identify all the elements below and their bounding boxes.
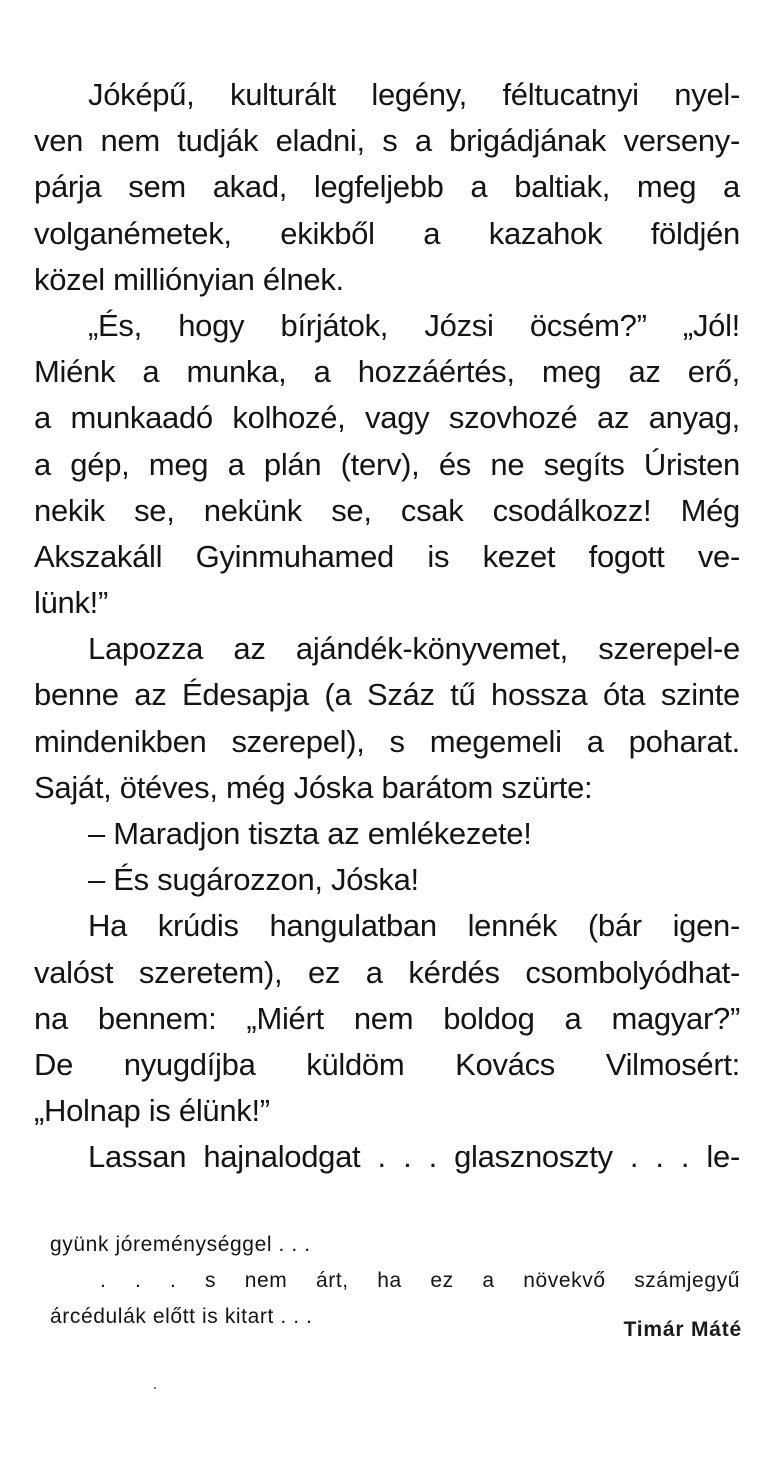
text-line: nekik se, nekünk se, csak csodálkozz! Még <box>34 492 740 528</box>
small-text-line: árcédulák előtt is kitart . . . <box>50 1305 313 1328</box>
text-line: benne az Édesapja (a Száz tű hossza óta szinte <box>34 677 740 713</box>
text-line: lünk!” <box>34 585 109 621</box>
text-line: ven nem tudják eladni, s a brigádjának verseny- <box>34 123 740 159</box>
text-line: Miénk a munka, a hozzáértés, meg az erő, <box>34 354 740 390</box>
small-text-line: . . . s nem árt, ha ez a növekvő számjegyű <box>100 1269 740 1292</box>
text-line: Lassan hajnalodgat . . . glasznoszty . . . le- <box>88 1139 740 1175</box>
author-signature: Timár Máté <box>623 1318 742 1341</box>
text-line: valóst szeretem), ez a kérdés csombolyódhat- <box>34 954 740 990</box>
small-text-line: gyünk jóreménységgel . . . <box>50 1233 311 1256</box>
text-line: Akszakáll Gyinmuhamed is kezet fogott ve- <box>34 538 740 574</box>
text-line: na bennem: „Miért nem boldog a magyar?” <box>34 1000 740 1036</box>
text-line: volganémetek, ekikből a kazahok földjén <box>34 215 740 251</box>
text-line: a munkaadó kolhozé, vagy szovhozé az anyag, <box>34 400 740 436</box>
text-line: Saját, ötéves, még Jóska barátom szürte: <box>34 769 593 805</box>
text-line: – És sugározzon, Jóska! <box>88 862 419 898</box>
article-body <box>34 72 740 1181</box>
text-line: a gép, meg a plán (terv), és ne segíts Úristen <box>34 446 740 482</box>
text-line: – Maradjon tiszta az emlékezete! <box>88 816 532 851</box>
text-line: „És, hogy bírjátok, Józsi öcsém?” „Jól! <box>88 307 740 343</box>
text-line: „Holnap is élünk!” <box>34 1093 270 1129</box>
text-line: Jóképű, kulturált legény, féltucatnyi nyel- <box>88 77 740 112</box>
text-line: párja sem akad, legfeljebb a baltiak, meg a <box>34 169 740 205</box>
text-line: Ha krúdis hangulatban lennék (bár igen- <box>88 908 740 944</box>
print-speck <box>154 1387 156 1389</box>
text-line: közel milliónyian élnek. <box>34 261 344 297</box>
text-line: De nyugdíjba küldöm Kovács Vilmosért: <box>34 1046 740 1082</box>
text-line: mindenikben szerepel), s megemeli a poharat. <box>34 723 740 759</box>
text-line: Lapozza az ajándék-könyvemet, szerepel-e <box>88 631 740 667</box>
